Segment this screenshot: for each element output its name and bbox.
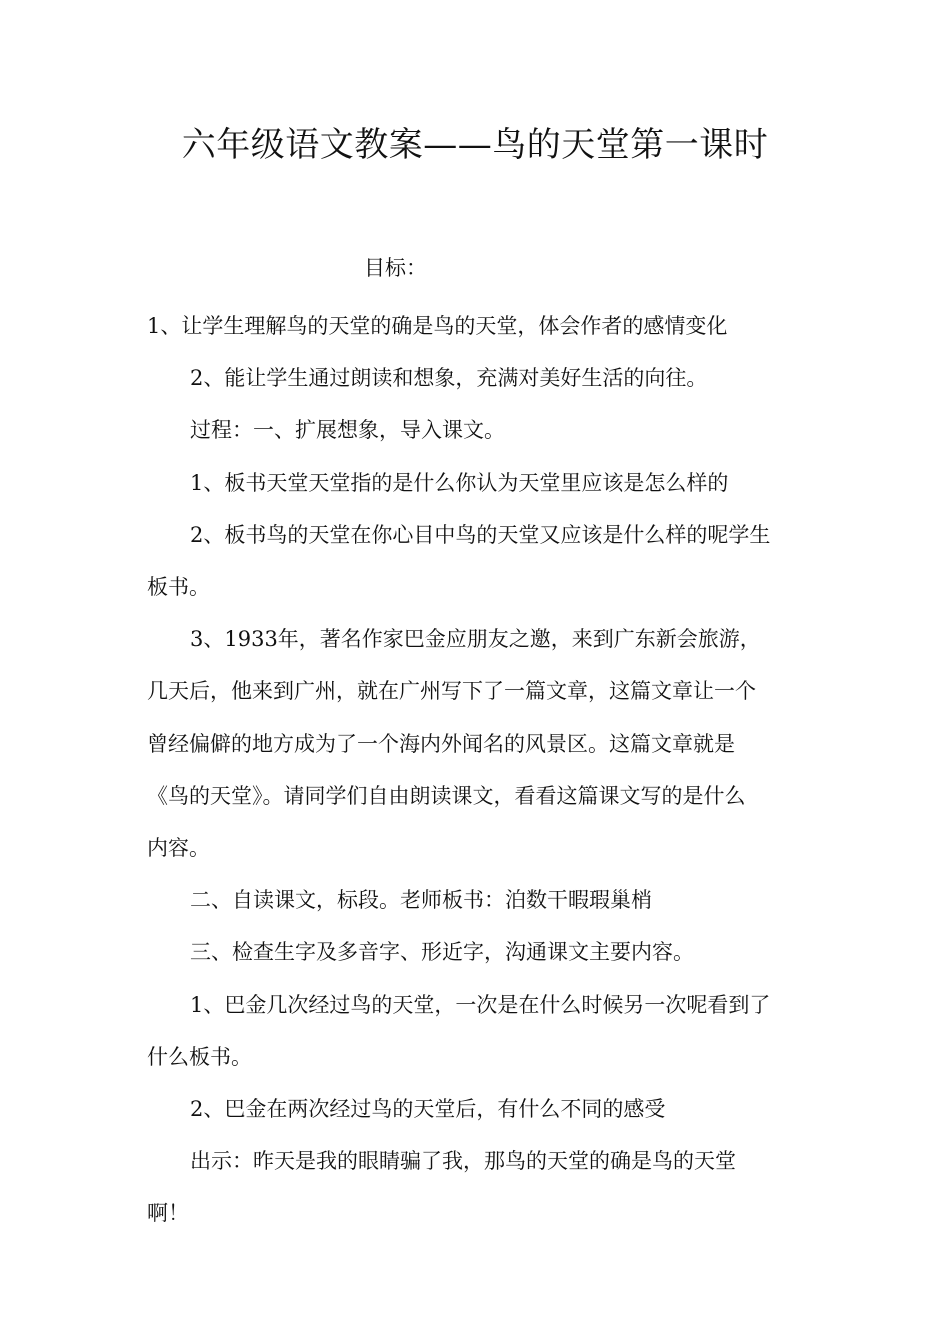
paragraph-line: 过程：一、扩展想象，导入课文。 [190, 418, 505, 443]
paragraph-line: 2、能让学生通过朗读和想象，充满对美好生活的向往。 [190, 366, 708, 391]
paragraph-line: 1、让学生理解鸟的天堂的确是鸟的天堂，体会作者的感情变化 [147, 314, 728, 338]
document-title: 六年级语文教案——鸟的天堂第一课时 [181, 125, 769, 165]
paragraph-line: 3、1933年，著名作家巴金应朋友之邀，来到广东新会旅游， [190, 627, 761, 652]
paragraph-line: 1、巴金几次经过鸟的天堂，一次是在什么时候另一次呢看到了 [190, 992, 771, 1017]
paragraph-line: 1、板书天堂天堂指的是什么你认为天堂里应该是怎么样的 [190, 470, 729, 495]
paragraph-line: 2、巴金在两次经过鸟的天堂后，有什么不同的感受 [190, 1097, 666, 1122]
document-body [147, 300, 812, 1240]
paragraph-line: 什么板书。 [147, 1044, 252, 1069]
paragraph-line: 出示：昨天是我的眼睛骗了我，那鸟的天堂的确是鸟的天堂 [190, 1149, 736, 1174]
paragraph-line: 2、板书鸟的天堂在你心目中鸟的天堂又应该是什么样的呢学生 [190, 522, 771, 547]
paragraph-line: 曾经偏僻的地方成为了一个海内外闻名的风景区。这篇文章就是 [147, 731, 735, 756]
paragraph-line: 啊！ [147, 1201, 189, 1226]
paragraph-line: 板书。 [147, 575, 210, 600]
paragraph-line: 二、自读课文，标段。老师板书：泊数干暇瑕巢梢 [190, 888, 652, 913]
paragraph-line: 《鸟的天堂》。请同学们自由朗读课文，看看这篇课文写的是什么 [147, 783, 746, 808]
goal-label: 目标： [364, 256, 427, 280]
paragraph-line: 三、检查生字及多音字、形近字，沟通课文主要内容。 [190, 940, 694, 965]
paragraph-line: 内容。 [147, 836, 210, 861]
paragraph-line: 几天后，他来到广州，就在广州写下了一篇文章，这篇文章让一个 [147, 679, 756, 704]
